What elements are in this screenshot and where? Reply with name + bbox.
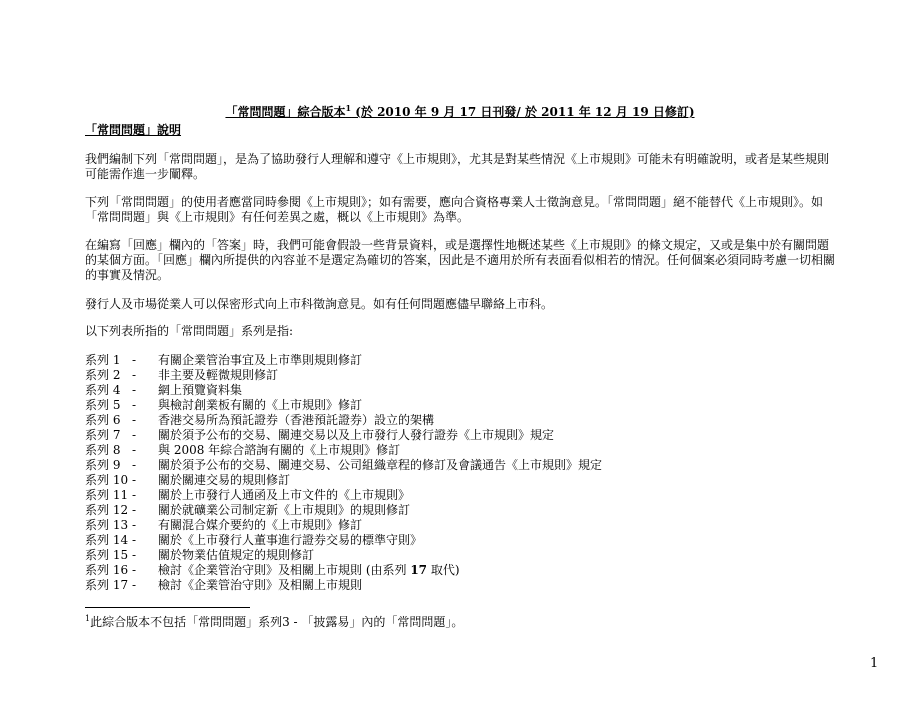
series-dash: - [132, 563, 137, 577]
series-number: 系列 8 [85, 443, 121, 457]
footnote-text: 此綜合版本不包括「常問問題」系列3 - 「披露易」內的「常問問題」。 [90, 615, 464, 629]
series-dash: - [132, 353, 137, 367]
series-dash: - [132, 368, 137, 382]
series-list [85, 353, 838, 593]
series-dash: - [132, 533, 137, 547]
series-dash: - [132, 428, 137, 442]
document-title [0, 105, 920, 120]
series-item [85, 428, 838, 443]
series-dash: - [132, 518, 137, 532]
series-dash: - [132, 443, 137, 457]
series-title: 關於上市發行人通函及上市文件的《上市規則》 [158, 488, 411, 502]
series-title [158, 563, 460, 578]
series-number: 系列 16 [85, 563, 129, 577]
series-number: 系列 15 [85, 548, 129, 562]
footnote-separator [85, 607, 250, 608]
series-dash: - [132, 398, 137, 412]
series-dash: - [132, 503, 137, 517]
series-title: 與 2008 年綜合諮詢有關的《上市規則》修訂 [158, 443, 401, 457]
series-number: 系列 10 [85, 473, 129, 487]
document-title-dates: (於 2010 年 9 月 17 日刊發/ 於 2011 年 12 月 19 日修訂) [351, 105, 695, 119]
series-item [85, 503, 838, 518]
series-title: 非主要及輕微規則修訂 [158, 368, 279, 382]
series-title: 關於物業估值規定的規則修訂 [158, 548, 315, 562]
series-dash: - [132, 473, 137, 487]
series-item [85, 548, 838, 563]
title-footnote-marker: 1 [345, 103, 352, 113]
series-item [85, 368, 838, 383]
series-number: 系列 12 [85, 503, 129, 517]
paragraph-series-intro: 以下列表所指的「常問問題」系列是指: [85, 324, 294, 338]
series-item [85, 563, 838, 578]
paragraph-consultation: 發行人及市場從業人可以保密形式向上市科徵詢意見。如有任何問題應儘早聯絡上市科。 [85, 297, 554, 311]
series-item [85, 473, 838, 488]
series-title: 有關混合媒介要約的《上市規則》修訂 [158, 518, 363, 532]
series-number: 系列 13 [85, 518, 129, 532]
series-dash: - [132, 458, 137, 472]
paragraph-answers: 在編寫「回應」欄內的「答案」時，我們可能會假設一些背景資料，或是選擇性地概述某些《上市規則》的條文規定，又或是集中於有關問題的某個方面。「回應」欄內所提供的內容並不是選定為確切的答案，因此是不適用於所有表面看似相若的情況。任何個案必須同時考慮一切相關的事實及情況。 [85, 238, 836, 282]
series-item [85, 398, 838, 413]
series-title: 關於須予公布的交易、關連交易以及上市發行人發行證券《上市規則》規定 [158, 428, 555, 442]
series-number: 系列 9 [85, 458, 121, 472]
series-item [85, 383, 838, 398]
series-item [85, 353, 838, 368]
series-number: 系列 1 [85, 353, 121, 367]
series-number: 系列 4 [85, 383, 121, 397]
page-number: 1 [870, 656, 879, 671]
paragraph-purpose: 我們編制下列「常問問題」，是為了協助發行人理解和遵守《上市規則》，尤其是對某些情況《上市規則》可能未有明確說明，或者是某些規則可能需作進一步闡釋。 [85, 152, 830, 181]
series-title: 網上預覽資料集 [158, 383, 243, 397]
series-title: 關於就礦業公司制定新《上市規則》的規則修訂 [158, 503, 411, 517]
series-dash: - [132, 383, 137, 397]
footnote-marker: 1 [85, 614, 91, 623]
series-title: 關於須予公布的交易、關連交易、公司組織章程的修訂及會議通告《上市規則》規定 [158, 458, 603, 472]
series-number: 系列 5 [85, 398, 121, 412]
series-title: 關於關連交易的規則修訂 [158, 473, 291, 487]
series-item [85, 458, 838, 473]
series-number: 系列 2 [85, 368, 121, 382]
series-title-text: 檢討《企業管治守則》及相關上市規則 (由系列 [158, 563, 411, 577]
series-item [85, 443, 838, 458]
paragraph-usage: 下列「常問問題」的使用者應當同時參閱《上市規則》；如有需要，應向合資格專業人士徵詢意見。「常問問題」絕不能替代《上市規則》。如「常問問題」與《上市規則》有任何差異之處，概以《上市規則》為準。 [85, 195, 824, 224]
series-number: 系列 7 [85, 428, 121, 442]
series-title-suffix: 取代) [427, 563, 460, 577]
footnote [85, 615, 463, 630]
document-title-main: 「常問問題」綜合版本 [225, 105, 346, 119]
series-dash: - [132, 488, 137, 502]
series-number: 系列 14 [85, 533, 129, 547]
series-number: 系列 17 [85, 578, 129, 592]
series-dash: - [132, 578, 137, 592]
series-title: 有關企業管治事宜及上市準則規則修訂 [158, 353, 363, 367]
series-title: 香港交易所為預託證券（香港預託證券）設立的架構 [158, 413, 435, 427]
series-title: 關於《上市發行人董事進行證券交易的標準守則》 [158, 533, 423, 547]
series-title: 檢討《企業管治守則》及相關上市規則 [158, 578, 363, 592]
series-number: 系列 6 [85, 413, 121, 427]
series-item [85, 413, 838, 428]
series-dash: - [132, 548, 137, 562]
section-heading: 「常問問題」說明 [85, 123, 182, 137]
series-item [85, 533, 838, 548]
series-title: 與檢討創業板有關的《上市規則》修訂 [158, 398, 363, 412]
series-number: 系列 11 [85, 488, 129, 502]
series-item [85, 518, 838, 533]
series-replacement-number: 17 [410, 563, 428, 577]
series-dash: - [132, 413, 137, 427]
series-item [85, 488, 838, 503]
series-item [85, 578, 838, 593]
